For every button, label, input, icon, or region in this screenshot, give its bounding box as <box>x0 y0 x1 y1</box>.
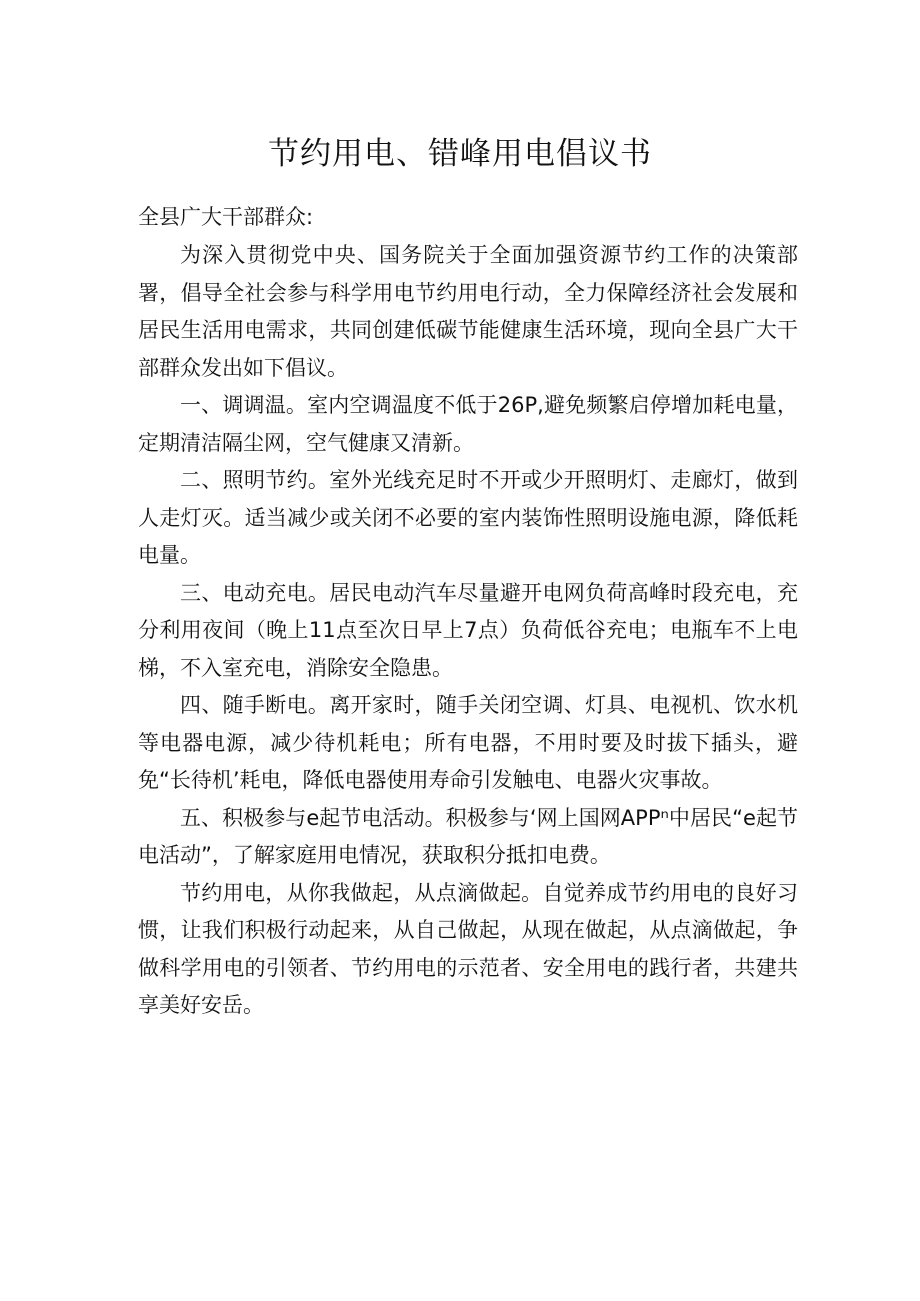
salutation: 全县广大干部群众: <box>138 205 314 229</box>
paragraph-closing: 节约用电，从你我做起，从点滴做起。自觉养成节约用电的良好习惯，让我们积极行动起来，从自己做起，从现在做起，从点滴做起，争做科学用电的引领者、节约用电的示范者、安全用电的践行者，共建共享美好安岳。 <box>138 880 798 1017</box>
paragraph-intro: 为深入贯彻党中央、国务院关于全面加强资源节约工作的决策部署，倡导全社会参与科学用电节约用电行动，全力保障经济社会发展和居民生活用电需求，共同创建低碳节能健康生活环境，现向全县广大干部群众发出如下倡议。 <box>138 243 798 380</box>
paragraph-item-5: 五、积极参与e起节电活动。积极参与‘网上国网APPⁿ中居民“e起节电活动”，了解家庭用电情况，获取积分抵扣电费。 <box>138 805 798 867</box>
paragraph-item-1: 一、调调温。室内空调温度不低于26P,避免频繁启停增加耗电量，定期清洁隔尘网，空气健康又清新。 <box>138 393 798 455</box>
document-title: 节约用电、错峰用电倡议书 <box>268 136 652 172</box>
paragraph-item-2: 二、照明节约。室外光线充足时不开或少开照明灯、走廊灯，做到人走灯灭。适当减少或关闭不必要的室内装饰性照明设施电源，降低耗电量。 <box>138 468 798 567</box>
paragraph-item-3: 三、电动充电。居民电动汽车尽量避开电网负荷高峰时段充电，充分利用夜间（晚上11点至次日早上7点）负荷低谷充电；电瓶车不上电梯，不入室充电，消除安全隐患。 <box>138 580 798 680</box>
document-body <box>138 237 798 1025</box>
paragraph-item-4: 四、随手断电。离开家时，随手关闭空调、灯具、电视机、饮水机等电器电源，减少待机耗电；所有电器，不用时要及时拔下插头，避免“长待机’耗电，降低电器使用寿命引发触电、电器火灾事故。 <box>138 693 798 792</box>
